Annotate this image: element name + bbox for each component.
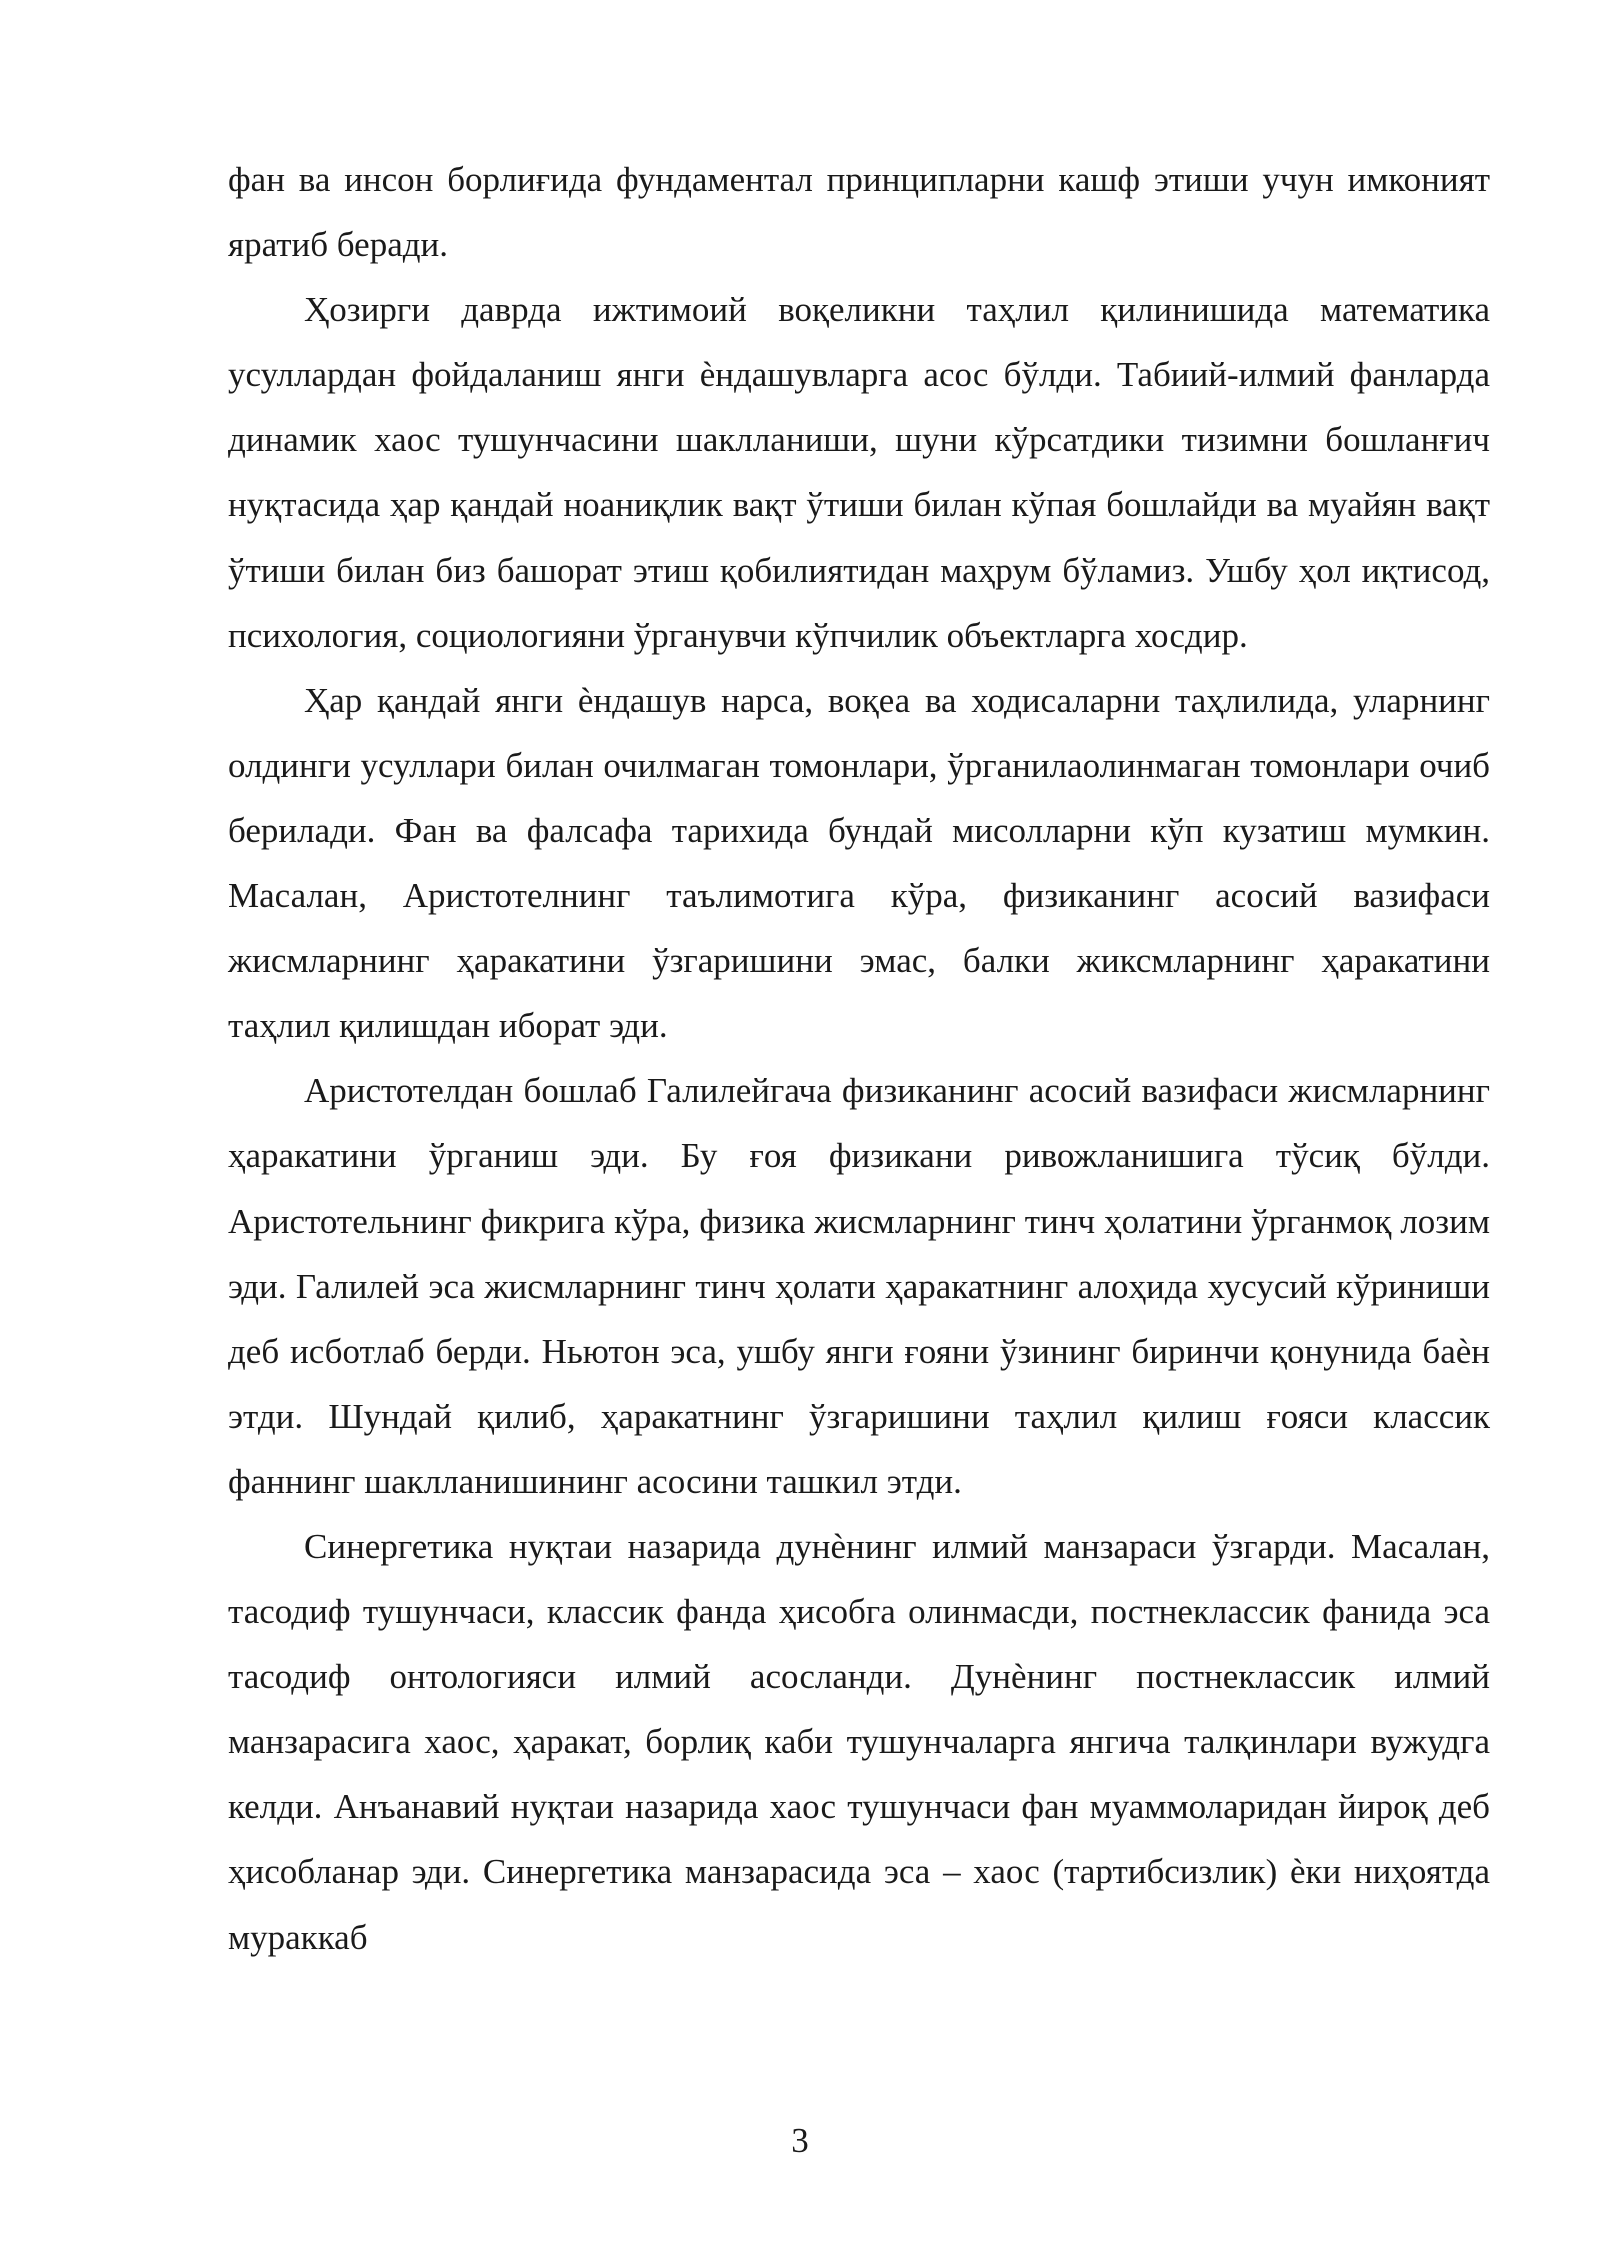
body-text [228,147,1490,1970]
paragraph-1: фан ва инсон борлиғида фундаментал принципларни кашф этиши учун имконият яратиб беради. [228,160,1490,265]
paragraph-4: Аристотелдан бошлаб Галилейгача физиканинг асосий вазифаси жисмларнинг ҳаракатини ўрганиш эди. Бу ғоя физикани ривожланишига тўсиқ бўлди. Аристотельнинг фикрига кўра, физика жисмларнинг тинч ҳолатини ўрганмоқ лозим эди. Галилей эса жисмларнинг тинч ҳолати ҳаракатнинг алоҳида хусусий кўриниши деб исботлаб берди. Ньютон эса, ушбу янги ғояни ўзининг биринчи қонунида баѐн этди. Шундай қилиб, ҳаракатнинг ўзгаришини таҳлил қилиш ғояси классик фаннинг шаклланишининг асосини ташкил этди. [228,1071,1490,1501]
page-number: 3 [791,2121,809,2160]
paragraph-5: Синергетика нуқтаи назарида дунѐнинг илмий манзараси ўзгарди. Масалан, тасодиф тушунчаси, классик фанда ҳисобга олинмасди, постнеклассик фанида эса тасодиф онтологияси илмий асосланди. Дунѐнинг постнеклассик илмий манзарасига хаос, ҳаракат, борлиқ каби тушунчаларга янгича талқинлари вужудга келди. Анъанавий нуқтаи назарида хаос тушунчаси фан муаммоларидан йироқ деб ҳисобланар эди. Синергетика манзарасида эса – хаос (тартибсизлик) ѐки ниҳоятда мураккаб [228,1526,1490,1957]
paragraph-3: Ҳар қандай янги ѐндашув нарса, воқеа ва ходисаларни таҳлилида, уларнинг олдинги усуллари билан очилмаган томонлари, ўрганилаолинмаган томонлари очиб берилади. Фан ва фалсафа тарихида бундай мисолларни кўп кузатиш мумкин. Масалан, Аристотелнинг таълимотига кўра, физиканинг асосий вазифаси жисмларнинг ҳаракатини ўзгаришини эмас, балки жиксмларнинг ҳаракатини таҳлил қилишдан иборат эди. [228,680,1490,1046]
paragraph-2: Ҳозирги даврда ижтимоий воқеликни таҳлил қилинишида математика усуллардан фойдаланиш янги ѐндашувларга асос бўлди. Табиий-илмий фанларда динамик хаос тушунчасини шаклланиши, шуни кўрсатдики тизимни бошланғич нуқтасида ҳар қандай ноаниқлик вақт ўтиши билан кўпая бошлайди ва муайян вақт ўтиши билан биз башорат этиш қобилиятидан маҳрум бўламиз. Ушбу ҳол иқтисод, психология, социологияни ўрганувчи кўпчилик объектларга хосдир. [228,290,1490,655]
